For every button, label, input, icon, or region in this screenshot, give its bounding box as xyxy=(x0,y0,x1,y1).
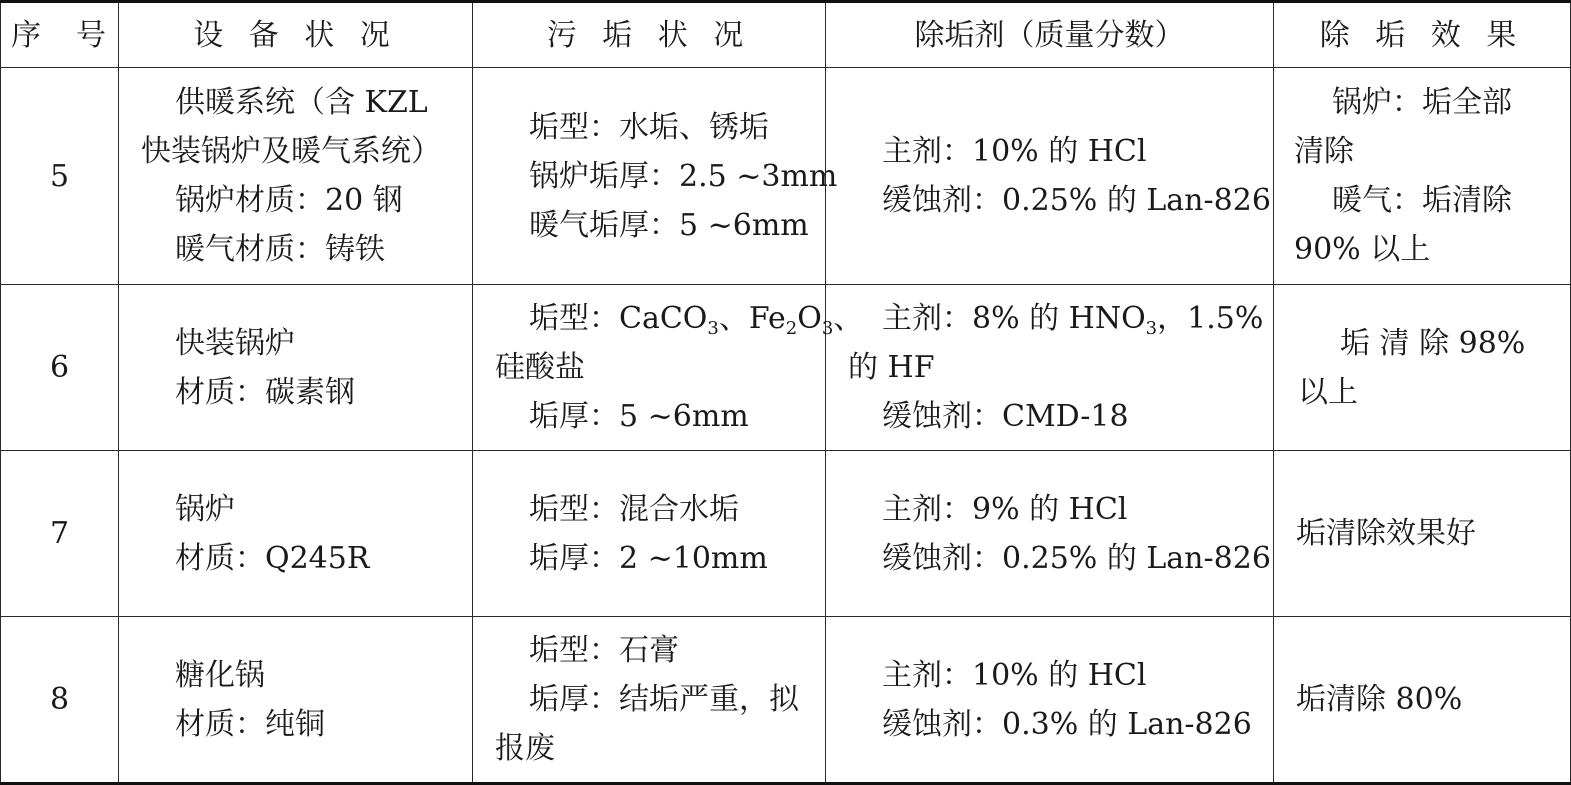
row-number: 6 xyxy=(1,285,119,451)
equipment-line: 糖化锅 xyxy=(175,657,265,693)
header-equipment-condition: 设 备 状 况 xyxy=(119,2,473,68)
scale-cell xyxy=(473,285,864,451)
table-row xyxy=(1,617,1571,784)
scale-line: 垢型：混合水垢 xyxy=(529,491,739,527)
header-descaling-effect: 除 垢 效 果 xyxy=(1274,2,1571,68)
row-number: 7 xyxy=(1,451,119,617)
header-serial-number: 序 号 xyxy=(1,2,119,68)
formula-subscript: 3 xyxy=(821,318,834,339)
agent-cell xyxy=(826,451,1274,617)
agent-cell xyxy=(826,68,1274,285)
equipment-line: 供暖系统（含 KZL xyxy=(175,85,428,120)
agent-line: 缓蚀剂：0.25% 的 Lan-826 xyxy=(882,540,1271,576)
agent-line: 主剂：10% 的 HCl xyxy=(882,134,1147,169)
table-row xyxy=(1,451,1571,617)
agent-line: 的 HF xyxy=(848,350,935,385)
separator: 、 xyxy=(833,301,864,336)
scale-line: 锅炉垢厚：2.5 ~3mm xyxy=(529,158,838,194)
equipment-line: 材质：纯铜 xyxy=(175,706,325,742)
agent-line: 缓蚀剂：0.25% 的 Lan-826 xyxy=(882,183,1271,218)
agent-line: 主剂：10% 的 HCl xyxy=(882,657,1147,693)
row-number: 8 xyxy=(1,617,119,784)
equipment-line: 锅炉材质：20 钢 xyxy=(175,183,403,218)
equipment-line: 快装锅炉 xyxy=(175,325,295,361)
scale-cell xyxy=(473,451,826,617)
table-header-row xyxy=(1,2,1571,68)
formula-fe2o3: Fe xyxy=(748,301,786,336)
effect-line: 暖气：垢清除 xyxy=(1332,183,1512,218)
agent-line: 缓蚀剂：CMD-18 xyxy=(882,399,1129,434)
scale-type-label: 垢型： xyxy=(529,301,619,336)
scale-cell xyxy=(473,617,826,784)
equipment-cell xyxy=(119,617,473,784)
effect-cell xyxy=(1274,451,1571,617)
scale-line: 暖气垢厚：5 ~6mm xyxy=(529,207,809,243)
formula-caco3: CaCO xyxy=(619,301,708,336)
effect-line: 垢清除效果好 xyxy=(1296,516,1476,551)
scale-cell xyxy=(473,68,838,285)
formula-subscript: 3 xyxy=(707,318,719,339)
effect-cell xyxy=(1274,68,1571,285)
effect-cell xyxy=(1274,285,1571,451)
formula-fe2o3-o: O xyxy=(797,301,822,336)
row-number: 5 xyxy=(1,68,119,285)
agent-line: 缓蚀剂：0.3% 的 Lan-826 xyxy=(882,706,1252,742)
agent-main-text: ，1.5% xyxy=(1157,301,1264,336)
effect-line: 以上 xyxy=(1298,374,1358,410)
agent-main-text: 主剂：8% 的 HNO xyxy=(882,301,1146,336)
effect-line: 垢清除 80% xyxy=(1296,682,1463,717)
header-descaling-agent: 除垢剂（质量分数） xyxy=(826,2,1274,68)
table-row xyxy=(1,68,1571,285)
equipment-line: 材质：Q245R xyxy=(175,540,370,576)
effect-line: 90% 以上 xyxy=(1294,232,1431,267)
agent-line xyxy=(848,294,1269,343)
agent-cell xyxy=(826,617,1274,784)
scale-line: 垢型：石膏 xyxy=(529,633,679,668)
effect-line: 清除 xyxy=(1294,134,1354,169)
scale-line: 垢型：水垢、锈垢 xyxy=(529,109,769,145)
effect-line: 垢 清 除 98% xyxy=(1340,325,1526,361)
equipment-cell xyxy=(119,285,473,451)
equipment-line: 暖气材质：铸铁 xyxy=(175,232,385,267)
scale-line: 垢厚：结垢严重，拟 xyxy=(529,682,799,717)
scale-line: 硅酸盐 xyxy=(495,350,585,385)
scale-line xyxy=(495,294,864,343)
equipment-cell xyxy=(119,68,473,285)
equipment-line: 材质：碳素钢 xyxy=(175,374,355,410)
equipment-line: 快装锅炉及暖气系统） xyxy=(141,134,441,169)
agent-cell xyxy=(826,285,1274,451)
header-scale-condition: 污 垢 状 况 xyxy=(473,2,826,68)
effect-cell xyxy=(1274,617,1571,784)
agent-line: 主剂：9% 的 HCl xyxy=(882,491,1128,527)
formula-subscript: 2 xyxy=(785,318,798,339)
effect-line: 锅炉：垢全部 xyxy=(1332,85,1512,120)
separator: 、 xyxy=(718,301,749,336)
table-row xyxy=(1,285,1571,451)
equipment-cell xyxy=(119,451,473,617)
scale-line: 垢厚：2 ~10mm xyxy=(529,540,768,576)
formula-subscript: 3 xyxy=(1145,318,1158,339)
equipment-line: 锅炉 xyxy=(175,491,235,527)
scale-line: 垢厚：5 ~6mm xyxy=(529,399,749,434)
scale-line: 报废 xyxy=(495,731,555,766)
